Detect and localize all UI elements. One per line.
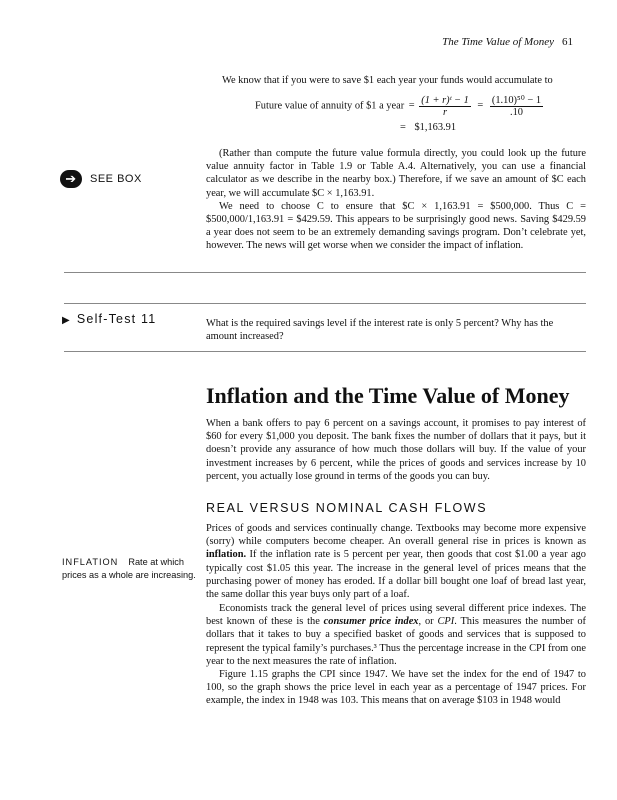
formula-result: $1,163.91: [414, 122, 457, 133]
inflation-paragraph: [206, 522, 586, 601]
see-box-callout[interactable]: [60, 170, 142, 188]
formula-denominator-numeric: .10: [509, 107, 523, 118]
divider-self-test-top: [64, 303, 586, 304]
annuity-formula: [255, 92, 585, 136]
formula-equals-3: =: [400, 122, 406, 133]
self-test-question: What is the required savings level if the interest rate is only 5 percent? Why has the amount increased?: [206, 318, 554, 343]
formula-numerator-numeric: (1.10)⁵⁰ − 1: [491, 95, 542, 106]
divider-self-test-bottom: [64, 351, 586, 352]
self-test-label: [62, 312, 156, 326]
margin-definition-text: Rate at which prices as a whole are increasing.: [62, 557, 196, 580]
section-title: Inflation and the Time Value of Money: [206, 383, 570, 408]
inflation-term: inflation.: [206, 549, 247, 561]
running-head-title: The Time Value of Money: [442, 36, 554, 48]
paragraph-savings-needed: We need to choose C to ensure that $C × 1,163.91 = $500,000. Thus C = $500,000/1,163.91 = $429.59. This appears to be surprisingly good news. Saving $429.59 a year does not seem to be an extremely demanding savings program. Don’t celebrate yet, however. The news will get worse when we consider the impact of inflation.: [206, 200, 586, 252]
formula-label: Future value of annuity of $1 a year: [255, 100, 405, 112]
cpi-term: consumer price index: [323, 616, 419, 628]
formula-numerator-general: (1 + r)ᵗ − 1: [421, 94, 469, 106]
figure-paragraph: Figure 1.15 graphs the CPI since 1947. We have set the index for the end of 1947 to 100, so the graph shows the price level in each year as a percentage of 1947 prices. For example, the index in 1948 was 103. This means that on average $103 in 1948 would: [206, 669, 586, 707]
inflation-text-end: If the inflation rate is 5 percent per year, then goods that cost $1.00 a year ago typically cost $1.05 this year. The increase in the general level of prices means that the purchasing power of money has eroded. If a dollar bill bought one loaf of bread last year, the same dollar this year buys only part of a loaf.: [206, 549, 586, 601]
formula-equals-2: =: [477, 100, 484, 112]
cpi-text-start: Economists track the general level of prices using several different price indexes. The best known of these is the: [206, 603, 586, 628]
triangle-right-icon: ▶: [62, 315, 71, 326]
annuity-paragraph: [206, 147, 586, 253]
margin-definition: [62, 556, 198, 581]
divider-top: [64, 272, 586, 273]
cpi-abbrev: CPI: [437, 616, 455, 628]
running-head: [442, 36, 573, 48]
self-test-title: Self-Test 11: [76, 312, 157, 326]
cpi-text-mid: , or: [418, 616, 438, 628]
section-intro-paragraph: When a bank offers to pay 6 percent on a savings account, it promises to pay interest of $60 for every $1,000 you deposit. The bank fixes the number of dollars that it pays, but it doesn’t provide any assurance of how much those dollars will buy. If the value of your investment increases by 6 percent, while the prices of goods and services increase by 10 percent, you actually lose ground in terms of the goods you can buy.: [206, 418, 586, 482]
formula-denominator-general: r: [443, 106, 448, 118]
page-number: 61: [562, 36, 573, 48]
cpi-paragraph: [206, 602, 586, 668]
see-box-label: SEE BOX: [90, 172, 142, 185]
formula-equals-1: =: [408, 100, 415, 112]
subsection-heading: REAL VERSUS NOMINAL CASH FLOWS: [206, 501, 488, 515]
intro-line: We know that if you were to save $1 each year your funds would accumulate to: [222, 75, 553, 86]
formula-fraction-general: [419, 95, 471, 118]
margin-term: INFLATION: [62, 557, 119, 567]
formula-fraction-numeric: [490, 94, 543, 118]
arrow-right-icon: ➔: [60, 170, 82, 188]
paragraph-future-value-table: (Rather than compute the future value formula directly, you could look up the future value annuity factor in Table 1.9 or Table A.4. Alternatively, you can use a financial calculator as we describe in the nearby box.) Therefore, if we save an amount of $C each year, we will accumulate $C × 1,163.91.: [206, 148, 586, 199]
cpi-text-end: . This measures the number of dollars that it takes to buy a specified basket of goods and services that is supposed to represent the typical family’s purchases.³ Thus the percentage increase in the CPI from one year to the next measures the rate of inflation.: [206, 616, 587, 667]
inflation-text-start: Prices of goods and services continually change. Textbooks may become more expensive (sorry) while computers become cheaper. An overall general rise in prices is known as: [206, 523, 586, 548]
